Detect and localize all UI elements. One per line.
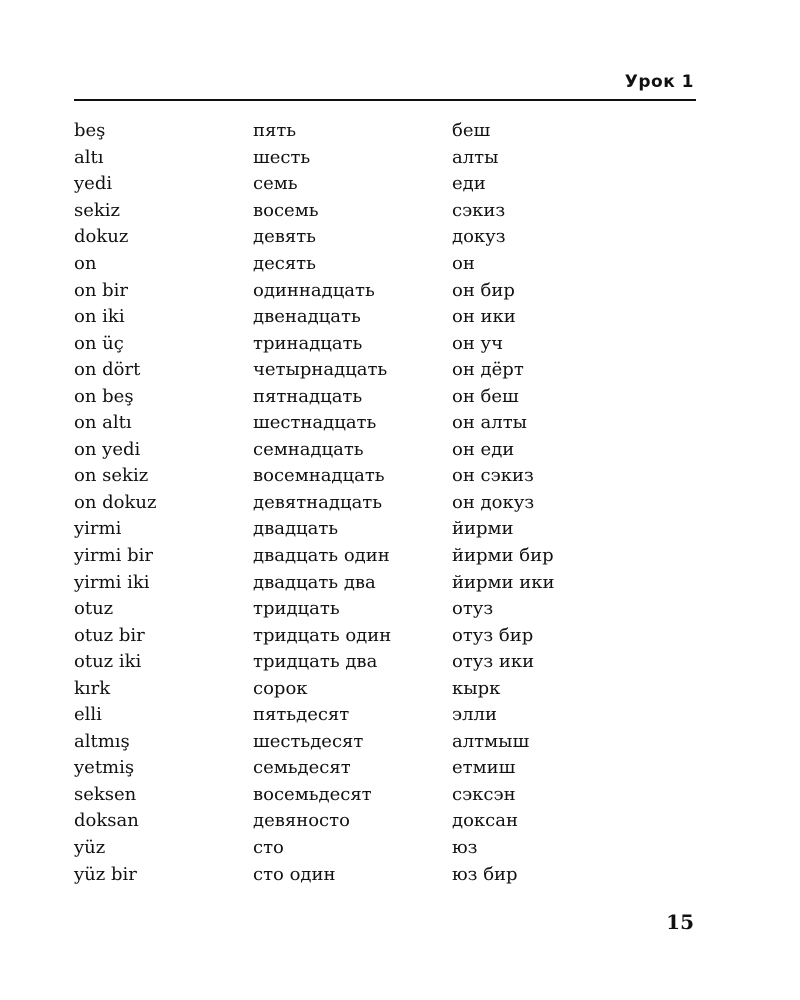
russian-translation: шестнадцать xyxy=(253,412,377,434)
turkish-word: on dokuz xyxy=(74,491,157,513)
turkish-word: altı xyxy=(74,146,104,168)
transliteration: отуз xyxy=(452,598,494,620)
transliteration: кырк xyxy=(452,677,501,699)
turkish-word: elli xyxy=(74,704,102,726)
vocab-row xyxy=(74,198,652,225)
transliteration: алтмыш xyxy=(452,730,530,752)
russian-translation: восемнадцать xyxy=(253,465,385,487)
vocab-row xyxy=(74,543,652,570)
turkish-word: yirmi iki xyxy=(74,571,150,593)
turkish-word: otuz bir xyxy=(74,624,145,646)
russian-translation: тридцать два xyxy=(253,651,378,673)
vocab-row xyxy=(74,383,652,410)
russian-translation: сорок xyxy=(253,677,308,699)
turkish-word: otuz xyxy=(74,598,114,620)
transliteration: докуз xyxy=(452,226,506,248)
vocab-row xyxy=(74,171,652,198)
turkish-word: altmış xyxy=(74,730,130,752)
header-divider xyxy=(74,99,696,101)
russian-translation: двадцать один xyxy=(253,545,390,567)
russian-translation: двадцать xyxy=(253,518,339,540)
vocab-row xyxy=(74,224,652,251)
transliteration: алты xyxy=(452,146,499,168)
transliteration: он сэкиз xyxy=(452,465,534,487)
vocab-row xyxy=(74,330,652,357)
vocab-row xyxy=(74,596,652,623)
vocab-row xyxy=(74,357,652,384)
turkish-word: seksen xyxy=(74,783,137,805)
transliteration: он еди xyxy=(452,438,515,460)
russian-translation: сто xyxy=(253,837,284,859)
transliteration: сэксэн xyxy=(452,783,516,805)
russian-translation: пять xyxy=(253,120,297,142)
russian-translation: девяносто xyxy=(253,810,350,832)
turkish-word: yirmi bir xyxy=(74,545,153,567)
vocab-row xyxy=(74,463,652,490)
turkish-word: on yedi xyxy=(74,438,141,460)
russian-translation: четырнадцать xyxy=(253,359,388,381)
vocab-row xyxy=(74,437,652,464)
turkish-word: sekiz xyxy=(74,199,121,221)
turkish-word: yedi xyxy=(74,173,113,195)
turkish-word: on dört xyxy=(74,359,141,381)
turkish-word: on xyxy=(74,253,97,274)
russian-translation: пятнадцать xyxy=(253,385,363,407)
vocab-row xyxy=(74,675,652,702)
transliteration: йирми бир xyxy=(452,545,554,567)
vocab-row xyxy=(74,569,652,596)
vocab-row xyxy=(74,835,652,862)
vocab-row xyxy=(74,277,652,304)
russian-translation: девятнадцать xyxy=(253,491,383,513)
vocab-row xyxy=(74,118,652,145)
vocabulary-table-body xyxy=(74,118,652,888)
russian-translation: девять xyxy=(253,226,316,248)
russian-translation: пятьдесят xyxy=(253,704,350,726)
russian-translation: шестьдесят xyxy=(253,730,364,752)
russian-translation: семь xyxy=(253,173,298,195)
transliteration: он ики xyxy=(452,306,516,328)
turkish-word: beş xyxy=(74,120,106,142)
vocabulary-table xyxy=(74,118,652,888)
transliteration: он уч xyxy=(452,332,504,354)
russian-translation: двенадцать xyxy=(253,306,361,328)
turkish-word: yetmiş xyxy=(74,757,135,779)
turkish-word: doksan xyxy=(74,810,139,832)
turkish-word: otuz iki xyxy=(74,651,142,673)
turkish-word: on beş xyxy=(74,385,134,407)
russian-translation: семнадцать xyxy=(253,438,364,460)
transliteration: он докуз xyxy=(452,491,535,513)
russian-translation: десять xyxy=(253,253,316,274)
transliteration: он бир xyxy=(452,279,515,301)
russian-translation: тридцать xyxy=(253,598,340,620)
vocab-row xyxy=(74,251,652,278)
transliteration: отуз бир xyxy=(452,624,534,646)
russian-translation: восемьдесят xyxy=(253,783,372,805)
transliteration: еди xyxy=(452,173,486,195)
turkish-word: kırk xyxy=(74,677,111,699)
vocab-row xyxy=(74,861,652,888)
transliteration: он беш xyxy=(452,385,519,407)
russian-translation: тридцать один xyxy=(253,624,392,646)
vocab-row xyxy=(74,145,652,172)
transliteration: доксан xyxy=(452,810,518,832)
vocab-row xyxy=(74,622,652,649)
transliteration: он дёрт xyxy=(452,359,524,381)
vocab-row xyxy=(74,516,652,543)
russian-translation: шесть xyxy=(253,146,311,168)
russian-translation: сто один xyxy=(253,863,336,885)
transliteration: отуз ики xyxy=(452,651,535,673)
transliteration: етмиш xyxy=(452,757,516,779)
vocab-row xyxy=(74,755,652,782)
russian-translation: тринадцать xyxy=(253,332,363,354)
turkish-word: yirmi xyxy=(74,518,122,540)
turkish-word: yüz xyxy=(74,837,106,859)
russian-translation: восемь xyxy=(253,199,319,221)
transliteration: он xyxy=(452,253,475,274)
russian-translation: двадцать два xyxy=(253,571,376,593)
turkish-word: on iki xyxy=(74,306,125,328)
turkish-word: on üç xyxy=(74,332,124,354)
page-number: 15 xyxy=(666,910,694,934)
transliteration: юз бир xyxy=(452,863,518,885)
vocab-row xyxy=(74,304,652,331)
vocab-row xyxy=(74,782,652,809)
vocab-row xyxy=(74,649,652,676)
vocab-row xyxy=(74,490,652,517)
turkish-word: dokuz xyxy=(74,226,129,248)
transliteration: беш xyxy=(452,120,491,142)
transliteration: сэкиз xyxy=(452,199,506,221)
transliteration: элли xyxy=(452,704,497,726)
turkish-word: on bir xyxy=(74,279,129,301)
russian-translation: семьдесят xyxy=(253,757,351,779)
transliteration: йирми ики xyxy=(452,571,555,593)
turkish-word: on sekiz xyxy=(74,465,149,487)
vocab-row xyxy=(74,808,652,835)
turkish-word: on altı xyxy=(74,412,132,434)
vocab-row xyxy=(74,729,652,756)
vocab-row xyxy=(74,702,652,729)
vocab-row xyxy=(74,410,652,437)
transliteration: йирми xyxy=(452,518,514,540)
page-title: Урок 1 xyxy=(624,72,694,92)
russian-translation: одиннадцать xyxy=(253,279,375,301)
turkish-word: yüz bir xyxy=(74,863,137,885)
transliteration: юз xyxy=(452,837,478,859)
transliteration: он алты xyxy=(452,412,528,434)
